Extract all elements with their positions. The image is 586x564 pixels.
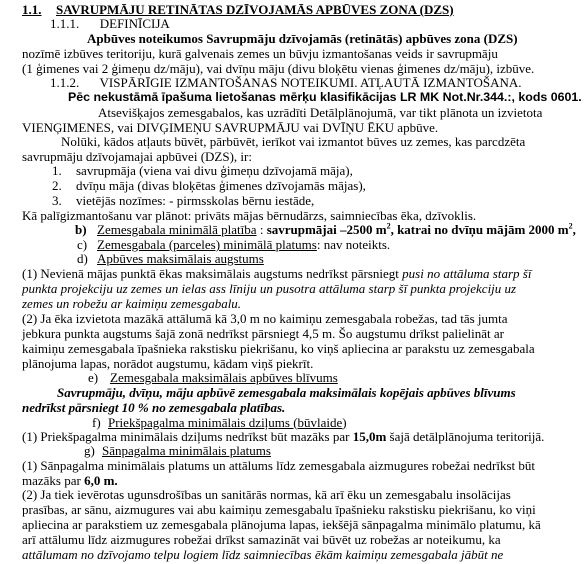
- item-d: [77, 251, 264, 267]
- side-yard-rule-2-line-1: (2) Ja tiek ievērotas ugunsdrošības un sanitārās normas, kā arī ēku un zemesgabalu insolācijas: [22, 487, 511, 503]
- item-g: [84, 443, 271, 459]
- definition-number: 1.1.1.: [50, 15, 80, 31]
- height-rule-2-line-2: jebkura punkta augstums šajā zonā nedrīkst pārsniegt 4,5 m. Šo augstumu drīkst palielināt ar: [22, 325, 504, 341]
- list-item: [52, 178, 366, 194]
- side-yard-rule-2-line-3: apliecina ar parakstiem uz zemesgabala plānojuma lapas, iekšējā sānpagalma minimālo platumu, kā: [22, 517, 541, 533]
- section-title-text: SAVRUPMĀJU RETINĀTAS DZĪVOJAMĀS APBŪVES ZONA (DZS): [56, 1, 454, 17]
- paragraph-1-line-2: VIENĢIMENES, vai DIVĢIMEŅU SAVRUPMĀJU vai DVĪŅU ĒKU apbūve.: [22, 119, 439, 135]
- list-number: 2.: [52, 178, 62, 194]
- definition-heading: [50, 16, 170, 32]
- list-number: 1.: [52, 163, 62, 179]
- item-f-letter: f): [92, 414, 101, 430]
- side-yard-text: mazāks par: [22, 473, 85, 489]
- general-heading: [50, 75, 522, 91]
- item-b-label: Zemesgabala minimālā platība: [97, 222, 257, 238]
- side-yard-rule-2-line-2: prasības, ar sānu, aizmugures vai abu kaimiņu zemesgabalu īpašnieku rakstisku piekrišanu, ko viņi: [22, 502, 536, 518]
- item-g-label: Sānpagalma minimālais platums: [102, 443, 271, 459]
- section-number: 1.1.: [22, 1, 42, 17]
- height-rule-1-text: (1) Nevienā mājas punktā ēkas maksimālais augstums nedrīkst pārsniegt: [22, 266, 403, 281]
- front-yard-tail: šajā detālplānojuma teritorijā.: [386, 428, 545, 444]
- height-rule-1-line-3: zemes un robežu ar kaimiņu zemesgabalu.: [22, 295, 242, 311]
- list-number: 3.: [52, 193, 62, 209]
- item-g-letter: g): [84, 443, 95, 459]
- definition-line-1: nozīmē izbūves teritoriju, kurā galvenais zemes un būvju izmantošanas veids ir savrupmāju: [22, 45, 498, 61]
- density-line-1: Savrupmāju, dvīņu, māju apbūvē zemesgabala maksimālais kopējais apbūves blīvums: [57, 384, 516, 400]
- side-yard-value: 6,0 m.: [84, 473, 118, 489]
- definition-line-2: (1 ģimenes vai 2 ģimeņu dz/māju), vai dvīņu māju (divu bloķētu vienas ģimenes dz/māju), izbūve.: [22, 60, 535, 76]
- item-d-label: Apbūves maksimālais augstums: [97, 251, 264, 267]
- height-rule-1-line-1: [22, 266, 531, 282]
- height-rule-2-line-1: (2) Ja ēka izvietota mazākā attālumā kā 3,0 m no kaimiņu zemesgabala robežas, tad tās jumta: [22, 310, 508, 326]
- item-b-letter: b): [75, 222, 87, 238]
- item-e: [88, 370, 338, 386]
- item-b-value-a: savrupmājai –2500 m: [266, 222, 387, 238]
- list-text: vietējās nozīmes: - pirmsskolas bērnu iestāde,: [76, 193, 315, 209]
- height-rule-2-line-4: plānojuma lapas, norādot augstumu, kādam viņš piekrīt.: [22, 355, 314, 371]
- item-d-letter: d): [77, 251, 88, 267]
- definition-title: DEFINĪCIJA: [99, 15, 170, 31]
- height-rule-1-line-2: punkta projekciju uz zemes un ielas ass līniju un pusotra attāluma starp šī punkta projekciju uz: [22, 281, 517, 296]
- item-b-tail: ,: [572, 222, 576, 238]
- definition-bold: Apbūves noteikumos Savrupmāju dzīvojamās (retinātās) apbūves zona (DZS): [87, 30, 518, 46]
- paragraph-2-line-1: Nolūki, kādos atļauts būvēt, pārbūvēt, ierīkot vai izmantot būves uz zemes, kas parcdzēta: [61, 134, 526, 150]
- list-text: dvīņu māja (divas bloķētas ģimenes dzīvojamās mājas),: [76, 178, 366, 194]
- item-f-label: Priekšpagalma minimālais dziļums (būvlaide): [108, 414, 347, 430]
- item-b-exponent-a: 2: [386, 221, 391, 231]
- auxiliary-use-line: Kā palīgizmantošanu var plānot: privāts mājas bērnudārzs, saimniecības ēka, dzīvoklis.: [22, 208, 477, 224]
- list-text: savrupmāja (viena vai divu ģimeņu dzīvojamā māja),: [76, 163, 353, 179]
- front-yard-rule: [22, 429, 544, 445]
- list-item: [52, 163, 353, 179]
- side-yard-rule-1-line-1: (1) Sānpagalma minimālais platums un attālums līdz zemesgabala aizmugures robežai nedrīkst būt: [22, 458, 535, 474]
- item-c-letter: c): [77, 237, 88, 253]
- side-yard-rule-2-line-5: attālumam no dzīvojamo telpu logiem līdz saimniecības ēkām kaimiņu zemesgabala jābūt ne: [22, 547, 504, 562]
- general-number: 1.1.2.: [50, 74, 80, 90]
- item-b-exponent-b: 2: [568, 221, 573, 231]
- list-item: [52, 193, 314, 209]
- item-c-label: Zemesgabala (parceles) minimālā platums: [97, 237, 317, 253]
- item-b: [75, 222, 576, 238]
- item-b-separator: :: [256, 222, 267, 238]
- side-yard-rule-2-line-4: arī attālumu līdz aizmugures robežai drīkst samazināt vai būvēt uz robežas ar noteikumu, ka: [22, 532, 501, 548]
- height-rule-1-italic: pusi no attāluma starp šī: [402, 266, 532, 281]
- height-rule-2-line-3: kaimiņu zemesgabala īpašnieka rakstisku piekrišanu, ko viņš apliecina ar parakstu uz zemesgabala: [22, 340, 535, 356]
- density-line-2: nedrīkst pārsniegt 10 % no zemesgabala platības.: [22, 399, 286, 415]
- general-title: VISPĀRĪGIE IZMANTOŠANAS NOTEIKUMI. ATĻAUTĀ IZMANTOŠANA.: [99, 74, 522, 90]
- front-yard-text: (1) Priekšpagalma minimālais dziļums nedrīkst būt mazāks par: [22, 428, 353, 444]
- paragraph-1-line-1: Atsevišķajos zemesgabalos, kas uzrādīti Detālplānojumā, var tikt plānota un izvietota: [98, 104, 543, 120]
- classification-line: Pēc nekustāmā īpašuma lietošanas mērķu klasifikācijas LR MK Not.Nr.344.:, kods 0601.: [68, 89, 582, 104]
- item-e-label: Zemesgabala maksimālais apbūves blīvums: [110, 369, 338, 385]
- item-c-value: : nav noteikts.: [316, 237, 391, 253]
- paragraph-2-line-2: savrupmāju dzīvojamajai apbūvei (DZS), ir:: [22, 149, 252, 165]
- front-yard-value: 15,0m: [352, 428, 387, 444]
- item-e-letter: e): [88, 369, 99, 385]
- item-b-value-b: , katrai no dvīņu mājām 2000 m: [390, 222, 569, 238]
